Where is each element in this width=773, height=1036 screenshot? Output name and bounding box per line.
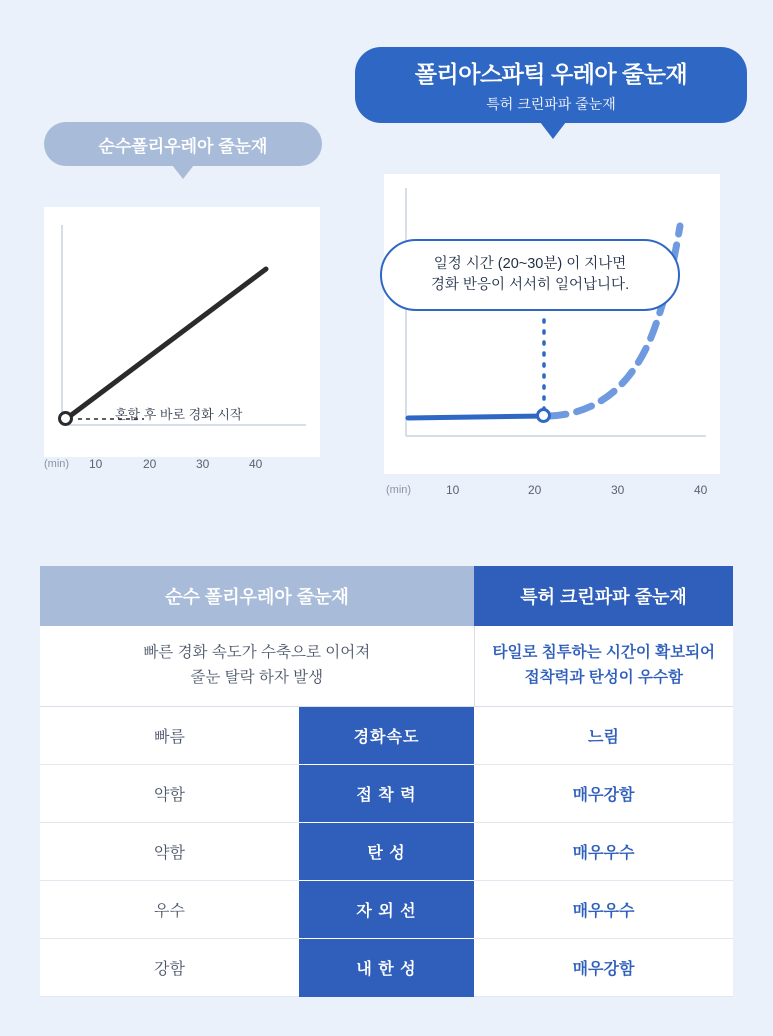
left-chart-unit-label: (min) xyxy=(44,458,70,470)
row-1-left: 약함 xyxy=(40,765,299,823)
right-pill-pointer xyxy=(540,122,566,139)
summary-left-line-2: 줄눈 탈락 하자 발생 xyxy=(190,669,324,686)
table-summary-right xyxy=(474,626,733,707)
row-4-right: 매우강함 xyxy=(474,939,733,997)
right-chart-title-pill xyxy=(355,47,747,123)
row-4-left: 강함 xyxy=(40,939,299,997)
row-2-label: 탄 성 xyxy=(299,823,474,881)
right-chart-xtick-10: 10 xyxy=(446,483,460,497)
right-chart-xtick-40: 40 xyxy=(694,483,708,497)
summary-left-line-1: 빠른 경화 속도가 수축으로 이어져 xyxy=(143,644,371,662)
table-header-right: 특허 크린파파 줄눈재 xyxy=(474,566,733,626)
row-1-right: 매우강함 xyxy=(474,765,733,823)
row-3-label: 자 외 선 xyxy=(299,881,474,939)
summary-right-line-2: 접착력과 탄성이 우수함 xyxy=(524,669,683,686)
right-chart-callout xyxy=(380,239,680,311)
table-summary-left xyxy=(40,626,474,707)
comparison-table-wrapper xyxy=(40,566,733,997)
table-row xyxy=(40,707,733,765)
row-0-right: 느림 xyxy=(474,707,733,765)
left-chart-xtick-20: 20 xyxy=(143,457,157,471)
row-4-label: 내 한 성 xyxy=(299,939,474,997)
row-2-left: 약함 xyxy=(40,823,299,881)
right-chart-subtitle-text: 특허 크린파파 줄눈재 xyxy=(486,96,616,112)
table-summary-row xyxy=(40,626,733,707)
comparison-table xyxy=(40,566,733,997)
row-3-right: 매우우수 xyxy=(474,881,733,939)
right-chart-xtick-20: 20 xyxy=(528,483,542,497)
row-1-label: 접 착 력 xyxy=(299,765,474,823)
row-0-label: 경화속도 xyxy=(299,707,474,765)
row-2-right: 매우우수 xyxy=(474,823,733,881)
right-chart-xtick-30: 30 xyxy=(611,483,625,497)
right-chart-unit-label: (min) xyxy=(386,484,412,496)
left-chart-xtick-40: 40 xyxy=(249,457,263,471)
callout-line-1: 일정 시간 (20~30분) 이 지나면 xyxy=(433,255,627,272)
right-chart-panel xyxy=(384,174,720,474)
table-row xyxy=(40,765,733,823)
table-header-left: 순수 폴리우레아 줄눈재 xyxy=(40,566,474,626)
left-chart-start-marker xyxy=(58,411,73,426)
left-chart-title-pill xyxy=(44,122,322,166)
row-0-left: 빠름 xyxy=(40,707,299,765)
left-chart-annotation: 혼합 후 바로 경화 시작 xyxy=(115,407,243,422)
left-chart-xtick-10: 10 xyxy=(89,457,103,471)
left-pill-pointer xyxy=(172,165,194,179)
left-chart-title-text: 순수폴리우레아 줄눈재 xyxy=(98,136,268,156)
right-chart-title-text: 폴리아스파틱 우레아 줄눈재 xyxy=(414,61,688,87)
right-chart-svg xyxy=(384,174,720,474)
table-row xyxy=(40,881,733,939)
table-header-row xyxy=(40,566,733,626)
table-row xyxy=(40,823,733,881)
row-3-left: 우수 xyxy=(40,881,299,939)
table-row xyxy=(40,939,733,997)
summary-right-line-1: 타일로 침투하는 시간이 확보되어 xyxy=(492,644,716,662)
left-chart-xtick-30: 30 xyxy=(196,457,210,471)
right-chart-transition-marker xyxy=(536,408,551,423)
callout-line-2: 경화 반응이 서서히 일어납니다. xyxy=(430,277,630,293)
